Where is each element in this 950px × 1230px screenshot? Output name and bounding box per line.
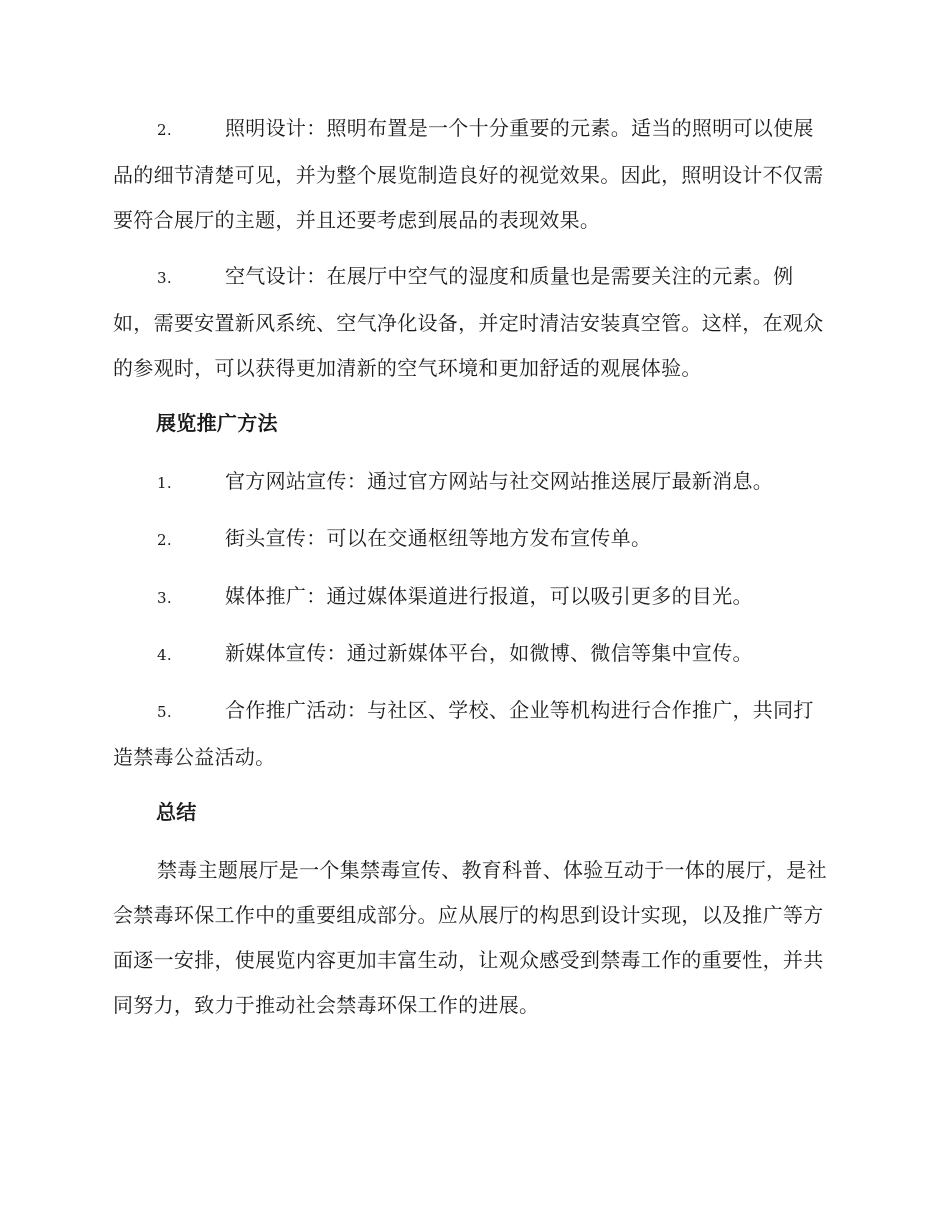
list-item-text: 照明设计：照明布置是一个十分重要的元素。适当的照明可以使展品的细节清楚可见，并为整个展览制造良好的视觉效果。因此，照明设计不仅需要符合展厅的主题，并且还要考虑到展品的表现效果。 — [113, 116, 824, 232]
list-number: 1. — [157, 474, 172, 492]
section-heading-promotion: 展览推广方法 — [156, 411, 278, 435]
list-item-text: 官方网站宣传：通过官方网站与社交网站推送展厅最新消息。 — [225, 469, 774, 493]
list-item-text: 合作推广活动：与社区、学校、企业等机构进行合作推广，共同打造禁毒公益活动。 — [113, 698, 814, 769]
section-heading-summary: 总结 — [156, 800, 197, 824]
list-item-text: 媒体推广：通过媒体渠道进行报道，可以吸引更多的目光。 — [225, 584, 753, 608]
list-item-text: 新媒体宣传：通过新媒体平台，如微博、微信等集中宣传。 — [225, 641, 753, 665]
list-number: 5. — [157, 703, 172, 721]
list-number: 2. — [157, 531, 172, 549]
list-number: 2. — [157, 121, 172, 139]
list-item-text: 街头宣传：可以在交通枢纽等地方发布宣传单。 — [225, 526, 652, 550]
list-item-text: 空气设计：在展厅中空气的湿度和质量也是需要关注的元素。例如，需要安置新风系统、空气净化设备，并定时清洁安装真空管。这样，在观众的参观时，可以获得更加清新的空气环境和更加舒适的观展体验。 — [113, 264, 824, 380]
list-item-promotion-4 — [113, 631, 833, 678]
list-item-promotion-5 — [113, 688, 833, 780]
list-item-promotion-3 — [113, 574, 833, 621]
list-number: 3. — [157, 589, 172, 607]
list-item-promotion-2 — [113, 516, 833, 563]
summary-paragraph: 禁毒主题展厅是一个集禁毒宣传、教育科普、体验互动于一体的展厅，是社会禁毒环保工作中的重要组成部分。应从展厅的构思到设计实现，以及推广等方面逐一安排，使展览内容更加丰富生动，让观众感受到禁毒工作的重要性，并共同努力，致力于推动社会禁毒环保工作的进展。 — [113, 858, 827, 1017]
list-item-lighting-design — [113, 106, 833, 243]
list-number: 3. — [157, 269, 172, 287]
list-item-promotion-1 — [113, 459, 833, 506]
list-item-air-design — [113, 254, 833, 391]
list-number: 4. — [157, 646, 172, 664]
